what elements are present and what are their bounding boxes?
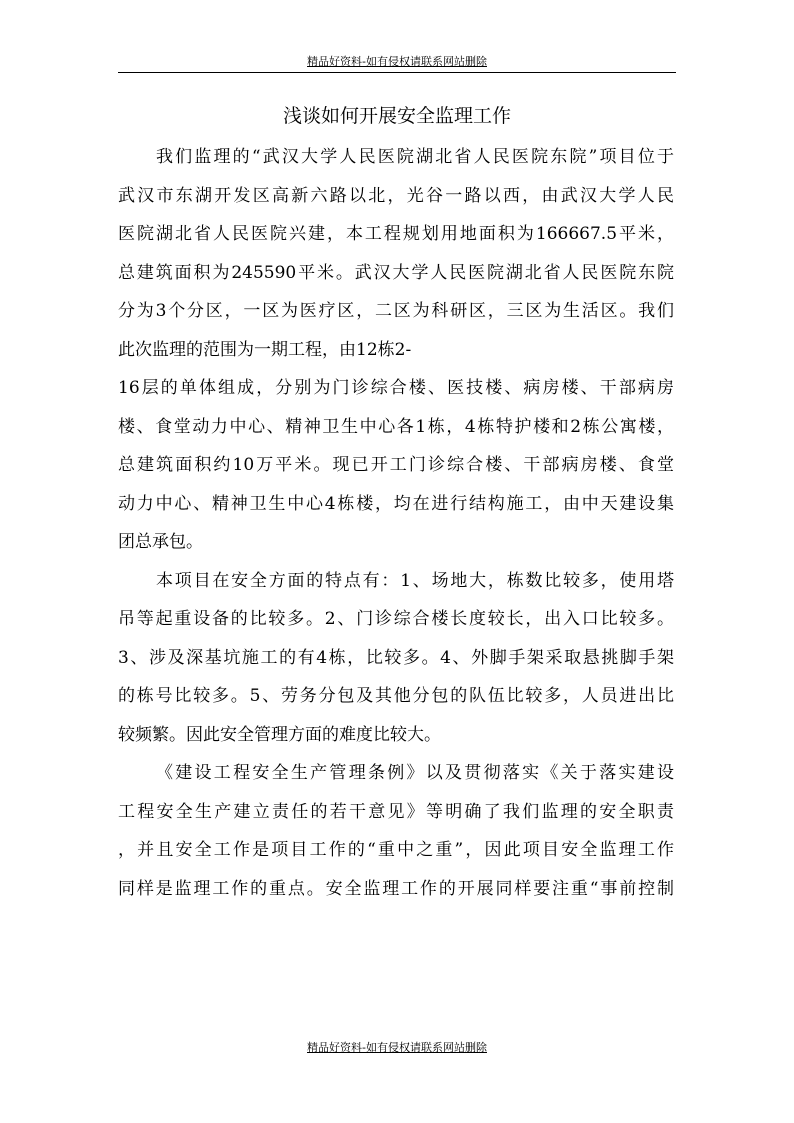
text-line: 16层的单体组成，分别为门诊综合楼、医技楼、病房楼、干部病房 <box>118 378 674 398</box>
text-line: 《建设工程安全生产管理条例》以及贯彻落实《关于落实建设 <box>156 763 674 783</box>
footer-watermark-text: 精品好资料-如有侵权请联系网站删除 <box>307 1041 487 1054</box>
text-line: 楼、食堂动力中心、精神卫生中心各1栋，4栋特护楼和2栋公寓楼， <box>118 416 674 437</box>
text-line: 医院湖北省人民医院兴建，本工程规划用地面积为166667.5平米， <box>118 224 674 244</box>
paragraph-regulations <box>118 754 674 908</box>
text-line: 动力中心、精神卫生中心4栋楼，均在进行结构施工，由中天建设集 <box>118 493 674 514</box>
document-title: 浅谈如何开展安全监理工作 <box>282 105 511 127</box>
text-line: 3、涉及深基坑施工的有4栋，比较多。4、外脚手架采取悬挑脚手架 <box>118 647 674 668</box>
text-line: 工程安全生产建立责任的若干意见》等明确了我们监理的安全职责 <box>118 801 674 822</box>
text-line: ，并且安全工作是项目工作的“重中之重”，因此项目安全监理工作 <box>118 840 674 860</box>
paragraph-project-overview <box>118 138 674 562</box>
text-line: 本项目在安全方面的特点有：1、场地大，栋数比较多，使用塔 <box>156 570 674 591</box>
page-header <box>118 50 676 73</box>
text-line: 总建筑面积约10万平米。现已开工门诊综合楼、干部病房楼、食堂 <box>118 455 674 475</box>
text-line: 分为3个分区，一区为医疗区，二区为科研区，三区为生活区。我们 <box>118 301 674 321</box>
text-line: 较频繁。因此安全管理方面的难度比较大。 <box>118 724 441 745</box>
paragraph-safety-characteristics <box>118 562 674 755</box>
text-line: 团总承包。 <box>118 532 203 552</box>
text-line: 的栋号比较多。5、劳务分包及其他分包的队伍比较多，人员进出比 <box>118 686 674 706</box>
text-line: 我们监理的“武汉大学人民医院湖北省人民医院东院”项目位于 <box>156 147 674 167</box>
text-line: 武汉市东湖开发区高新六路以北，光谷一路以西，由武汉大学人民 <box>118 185 674 206</box>
text-line: 此次监理的范围为一期工程，由12栋2- <box>118 339 412 360</box>
text-line: 吊等起重设备的比较多。2、门诊综合楼长度较长，出入口比较多。 <box>118 609 674 629</box>
page-footer <box>118 1036 676 1058</box>
document-body <box>118 138 674 908</box>
text-line: 同样是监理工作的重点。安全监理工作的开展同样要注重“事前控制 <box>118 878 674 899</box>
text-line: 总建筑面积为245590平米。武汉大学人民医院湖北省人民医院东院 <box>118 262 674 283</box>
header-watermark-text: 精品好资料-如有侵权请联系网站删除 <box>307 55 487 68</box>
